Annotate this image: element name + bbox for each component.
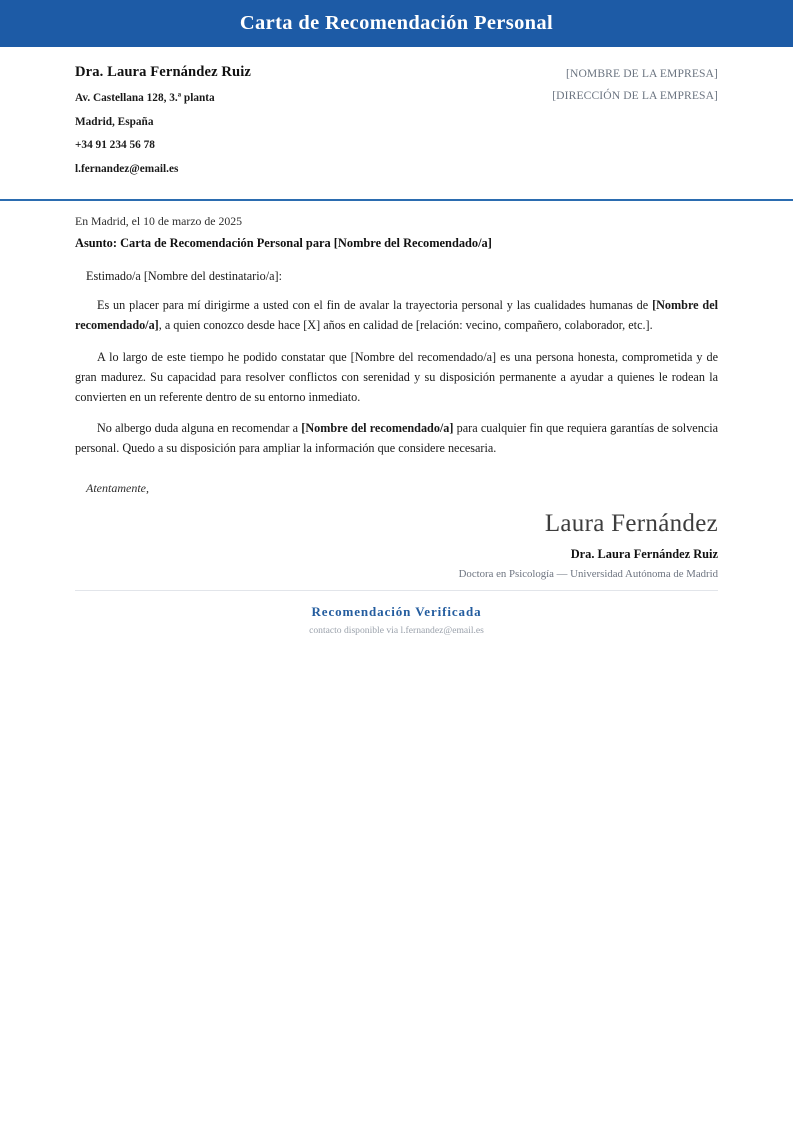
paragraph-3-text-before: No albergo duda alguna en recomendar a bbox=[97, 421, 302, 436]
paragraph-3-emphasis: [Nombre del recomendado/a] bbox=[301, 421, 454, 436]
closing-salutation: Atentamente, bbox=[86, 481, 149, 496]
paragraph-1-text-after: , a quien conozco desde hace [X] años en calidad de [relación: vecino, compañero, colaborador, etc.]. bbox=[158, 317, 653, 332]
sender-name: Dra. Laura Fernández Ruiz bbox=[75, 64, 251, 80]
paragraph-1-text-before: Es un placer para mí dirigirme a usted con el fin de avalar la trayectoria personal y las cualidades humanas de bbox=[97, 298, 653, 312]
sender-address-city: Madrid, España bbox=[75, 115, 154, 128]
header-divider bbox=[0, 199, 793, 201]
sender-address-street: Av. Castellana 128, 3.ª planta bbox=[75, 92, 215, 104]
body-paragraph-3 bbox=[75, 419, 718, 459]
signature-block bbox=[75, 509, 718, 580]
sender-email: l.fernandez@email.es bbox=[75, 162, 179, 175]
footer-verification-title: Recomendación Verificada bbox=[311, 604, 482, 620]
signature-full-name: Dra. Laura Fernández Ruiz bbox=[570, 547, 718, 562]
sender-block bbox=[75, 64, 448, 186]
paragraph-1-emphasis: [Nombre del recomendado/a] bbox=[75, 298, 718, 332]
recipient-company-address: [DIRECCIÓN DE LA EMPRESA] bbox=[552, 89, 718, 102]
recipient-block bbox=[461, 64, 718, 111]
footer-block bbox=[75, 591, 718, 636]
header-banner bbox=[0, 0, 793, 47]
subject-line: Asunto: Carta de Recomendación Personal para [Nombre del Recomendado/a] bbox=[75, 236, 492, 250]
date-line: En Madrid, el 10 de marzo de 2025 bbox=[75, 214, 243, 228]
body-paragraph-1 bbox=[75, 296, 718, 336]
recipient-company-name: [NOMBRE DE LA EMPRESA] bbox=[566, 67, 718, 80]
signature-role: Doctora en Psicología — Universidad Autónoma de Madrid bbox=[458, 568, 718, 581]
footer-contact-note: contacto disponible via l.fernandez@email.es bbox=[309, 625, 484, 637]
salutation: Estimado/a [Nombre del destinatario/a]: bbox=[86, 269, 282, 283]
sender-phone: +34 91 234 56 78 bbox=[75, 139, 155, 151]
paragraph-3-text-after: para cualquier fin que requiera garantías de solvencia personal. Quedo a su disposición para ampliar la información que considere necesaria. bbox=[75, 421, 718, 456]
page-title: Carta de Recomendación Personal bbox=[239, 12, 554, 34]
paragraph-2-text-before: A lo largo de este tiempo he podido constatar que [Nombre del recomendado/a] es una persona honesta, comprometida y de gran madurez. Su capacidad para resolver conflictos con serenidad y su disposición permanente a ayudar a quienes le rodean la convierten en un referente dentro de su entorno inmediato. bbox=[75, 349, 718, 404]
letter-body bbox=[0, 214, 793, 636]
parties-block bbox=[0, 47, 793, 186]
signature-script-name: Laura Fernández bbox=[544, 510, 718, 538]
body-paragraph-2 bbox=[75, 348, 718, 408]
